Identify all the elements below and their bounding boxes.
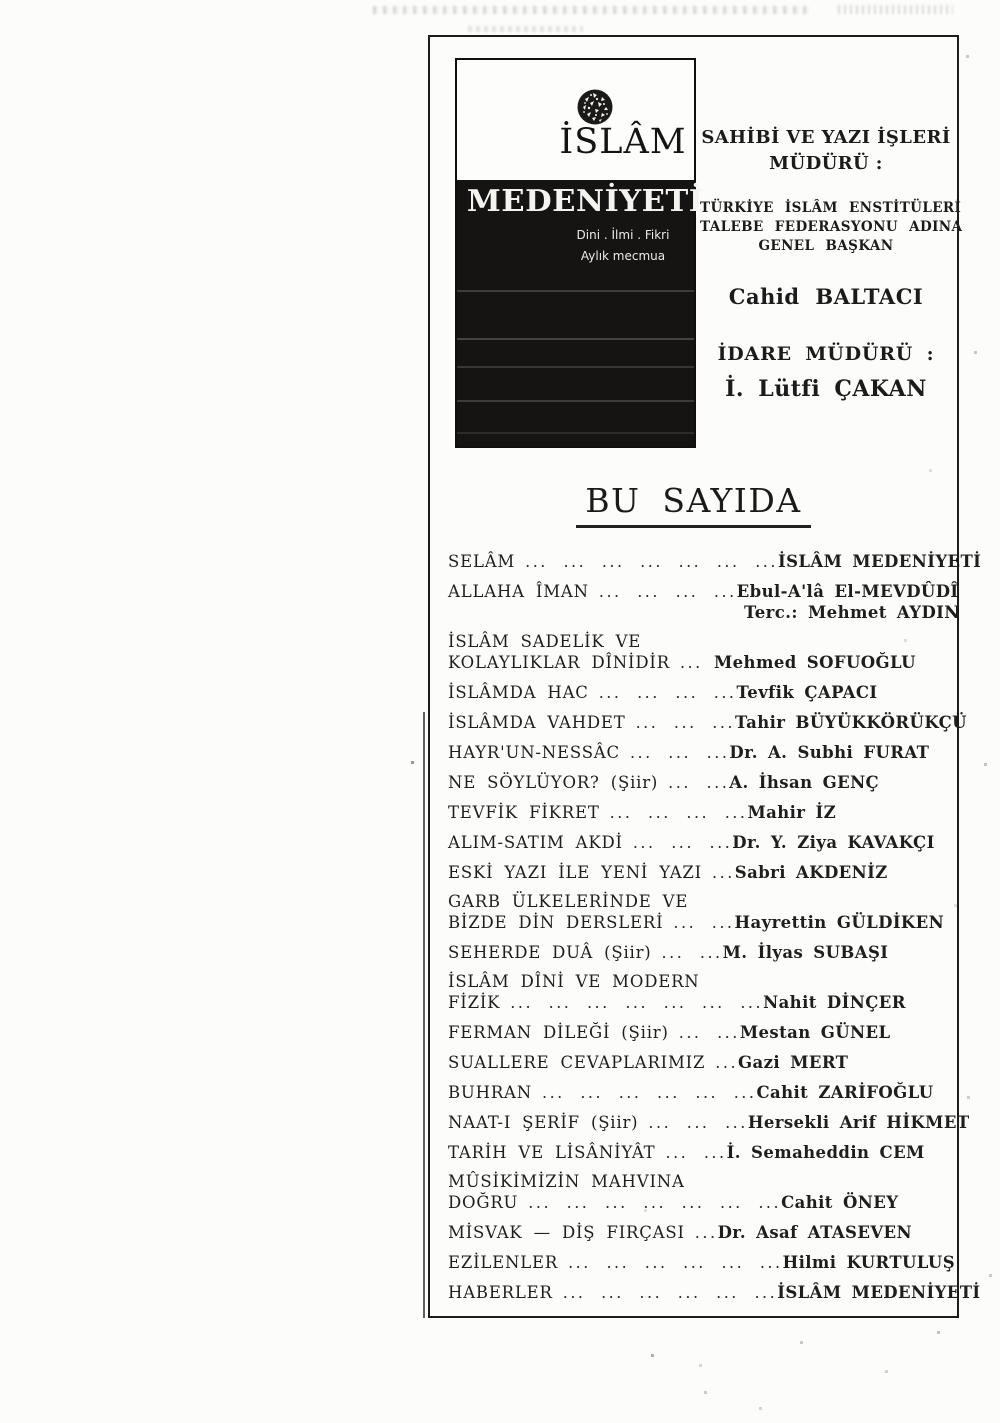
owner-name: Cahid BALTACI — [728, 284, 924, 309]
toc-author: Dr. Asaf ATASEVEN — [717, 1223, 912, 1242]
toc-row-main — [448, 1192, 942, 1213]
toc-title-line: İSLÂM DÎNİ VE MODERN — [448, 972, 700, 991]
toc-leader-dots: ... ... ... ... ... ... — [562, 1283, 778, 1302]
toc-row — [448, 581, 960, 623]
toc-row-main — [448, 1112, 970, 1133]
toc-row — [448, 551, 982, 572]
toc-leader-dots: ... — [679, 653, 703, 672]
toc-author: Dr. Y. Ziya KAVAKÇI — [732, 833, 935, 852]
toc-title: MİSVAK — DİŞ FIRÇASI — [448, 1223, 685, 1242]
toc-row-main — [448, 1252, 956, 1273]
toc-author: Cahit ÖNEY — [781, 1193, 899, 1212]
toc-leader-dots: ... ... ... ... — [598, 582, 737, 601]
toc-row-main — [448, 1052, 942, 1073]
toc-leader-dots: ... ... ... ... — [609, 803, 748, 822]
toc-title: HABERLER — [448, 1283, 553, 1302]
toc-row-main — [448, 862, 942, 883]
toc-title: DOĞRU — [448, 1193, 519, 1212]
toc-leader-dots: ... ... — [668, 773, 730, 792]
bleedthrough-smudge — [373, 6, 813, 14]
toc-title-cell — [448, 1112, 748, 1133]
toc-title-cell — [448, 551, 778, 572]
toc-row — [448, 1112, 970, 1133]
toc-row — [448, 1222, 942, 1243]
toc-row — [448, 712, 967, 733]
toc-heading-wrap — [430, 481, 957, 528]
toc-title-cell — [448, 1252, 783, 1273]
toc-row — [448, 1022, 942, 1043]
toc-row-main — [448, 712, 967, 733]
toc-author: Hilmi KURTULUŞ — [782, 1253, 956, 1272]
cover-title-line2: MEDENİYETİ — [466, 184, 704, 219]
manager-label: İDARE MÜDÜRÜ : — [717, 343, 935, 365]
toc-title: BUHRAN — [448, 1083, 532, 1102]
toc-leader-dots: ... ... ... ... ... ... — [542, 1083, 757, 1102]
toc-title-line: İSLÂM SADELİK VE — [448, 632, 642, 651]
bleedthrough-smudge — [468, 26, 583, 32]
toc-author: Mestan GÜNEL — [739, 1023, 891, 1042]
toc-leader-dots: ... — [694, 1223, 718, 1242]
toc-author: Mehmed SOFUOĞLU — [714, 653, 916, 672]
scan-streak — [457, 432, 694, 434]
toc-author: Cahit ZARİFOĞLU — [756, 1083, 934, 1102]
toc-leader-dots: ... ... ... ... ... ... ... — [525, 552, 778, 571]
toc-leader-dots: ... ... ... — [635, 713, 736, 732]
toc-row-main — [448, 1022, 942, 1043]
toc-row-main — [448, 942, 942, 963]
scan-line-artifact — [423, 712, 425, 1318]
toc-title-cell — [448, 862, 735, 883]
scan-streak — [457, 400, 694, 402]
toc-row — [448, 802, 942, 823]
toc-row-main — [448, 652, 942, 673]
toc-row-main — [448, 802, 942, 823]
toc-author: M. İlyas SUBAŞI — [722, 943, 889, 962]
scan-streak — [457, 338, 694, 340]
toc-title-cell — [448, 1222, 718, 1243]
toc-title-cell — [448, 802, 747, 823]
bleedthrough-smudge — [838, 5, 953, 14]
toc-title-cell — [448, 1142, 727, 1163]
toc-title: ALLAHA ÎMAN — [448, 582, 589, 601]
toc-leader-dots: ... ... ... — [632, 833, 733, 852]
toc-author: A. İhsan GENÇ — [729, 773, 880, 792]
toc-author: Tevfik ÇAPACI — [736, 683, 878, 702]
toc-author: İSLÂM MEDENİYETİ — [777, 1283, 981, 1302]
toc-row — [448, 862, 942, 883]
toc-row — [448, 772, 942, 793]
toc-leader-dots: ... ... ... ... ... ... ... — [528, 1193, 782, 1212]
toc-row-main — [448, 1082, 942, 1103]
toc-author: Dr. A. Subhi FURAT — [729, 743, 930, 762]
toc-title: SELÂM — [448, 552, 516, 571]
toc-row — [448, 972, 942, 1013]
toc-leader-dots: ... ... — [678, 1023, 740, 1042]
toc-author: Tahir BÜYÜKKÖRÜKÇÜ — [735, 713, 967, 732]
toc-title-cell — [448, 1192, 781, 1213]
toc-title-cell — [448, 832, 732, 853]
toc-row-main — [448, 581, 959, 602]
toc-leader-dots: ... — [712, 863, 735, 882]
toc-author: İ. Semaheddin CEM — [726, 1143, 925, 1162]
toc-title: SUALLERE CEVAPLARIMIZ — [448, 1053, 706, 1072]
toc-title-cell — [448, 712, 735, 733]
toc-row-main — [448, 551, 982, 572]
toc-title-cell — [448, 1082, 756, 1103]
toc-heading: BU SAYIDA — [576, 481, 810, 528]
toc-row — [448, 632, 942, 673]
toc-row-main — [448, 992, 942, 1013]
toc-row-main — [448, 772, 942, 793]
toc-title: EZİLENLER — [448, 1253, 559, 1272]
toc-author: İSLÂM MEDENİYETİ — [777, 552, 982, 571]
toc-title: TARİH VE LİSÂNİYÂT — [448, 1143, 656, 1162]
toc-author: Gazi MERT — [738, 1053, 849, 1072]
toc-title: NE SÖYLÜYOR? (Şiir) — [448, 773, 659, 792]
toc-title: ESKİ YAZI İLE YENİ YAZI — [448, 863, 703, 882]
toc-row — [448, 1142, 942, 1163]
toc-row — [448, 942, 942, 963]
toc-title-cell — [448, 652, 714, 673]
toc-title: BİZDE DİN DERSLERİ — [448, 913, 664, 932]
toc-author-secondary: Terc.: Mehmet AYDIN — [744, 603, 960, 622]
manager-name: İ. Lütfi ÇAKAN — [725, 376, 927, 402]
toc-title-cell — [448, 742, 729, 763]
toc-row — [448, 892, 945, 933]
toc-row-main — [448, 1222, 942, 1243]
scan-streak — [457, 290, 694, 292]
toc-row-main — [448, 742, 942, 763]
toc-leader-dots: ... ... ... ... ... ... ... — [510, 993, 764, 1012]
stippled-ball-emblem-icon — [575, 87, 615, 127]
owner-label-line2: MÜDÜRÜ : — [769, 153, 883, 174]
toc-row-main — [448, 832, 942, 853]
scan-specks — [0, 0, 1, 1]
toc-title-cell — [448, 682, 737, 703]
scan-streak — [457, 366, 694, 368]
toc-title: KOLAYLIKLAR DÎNİDİR — [448, 653, 670, 672]
toc-leader-dots: ... ... — [665, 1143, 727, 1162]
federation-line2: TALEBE FEDERASYONU ADINA — [700, 219, 963, 235]
toc-title: FİZİK — [448, 993, 501, 1012]
toc-title: HAYR'UN-NESSÂC — [448, 743, 620, 762]
toc-author: Nahit DİNÇER — [763, 993, 906, 1012]
toc-title: İSLÂMDA HAC — [448, 683, 589, 702]
toc-leader-dots: ... ... — [661, 943, 723, 962]
magazine-cover-thumbnail — [455, 58, 704, 448]
toc-title-cell — [448, 1052, 738, 1073]
toc-title-cell — [448, 992, 763, 1013]
toc-row — [448, 742, 942, 763]
cover-subtitle: Aylık mecmua — [580, 249, 666, 263]
toc-title-line: MÛSİKİMİZİN MAHVINA — [448, 1172, 685, 1191]
toc-row-main — [448, 1282, 981, 1303]
toc-row — [448, 682, 942, 703]
toc-leader-dots: ... ... — [673, 913, 735, 932]
toc-title-cell — [448, 772, 729, 793]
page-frame — [428, 35, 982, 1318]
toc-title-cell — [448, 1022, 740, 1043]
toc-author: Ebul-A'lâ El-MEVDÛDÎ — [736, 582, 959, 601]
toc-row — [448, 832, 942, 853]
cover-subtitle: Dini . İlmi . Fikri — [576, 228, 670, 242]
toc-row-main — [448, 682, 942, 703]
toc-list — [448, 551, 982, 1312]
toc-author: Sabri AKDENİZ — [734, 863, 888, 882]
masthead — [700, 125, 963, 402]
toc-leader-dots: ... — [715, 1053, 739, 1072]
toc-title: NAAT-I ŞERİF (Şiir) — [448, 1113, 639, 1132]
toc-title-cell — [448, 942, 723, 963]
toc-author: Mahir İZ — [747, 803, 837, 822]
toc-title: FERMAN DİLEĞİ (Şiir) — [448, 1023, 669, 1042]
toc-row — [448, 1252, 956, 1273]
federation-line1: TÜRKİYE İSLÂM ENSTİTÜLERİ — [700, 200, 962, 216]
toc-title: ALIM-SATIM AKDİ — [448, 833, 623, 852]
owner-label-line1: SAHİBİ VE YAZI İŞLERİ — [701, 127, 951, 148]
toc-row — [448, 1082, 942, 1103]
toc-row — [448, 1282, 981, 1303]
toc-title: İSLÂMDA VAHDET — [448, 713, 626, 732]
toc-title-line: GARB ÜLKELERİNDE VE — [448, 892, 689, 911]
toc-title-cell — [448, 1282, 777, 1303]
toc-title-cell — [448, 581, 737, 602]
toc-title-cell — [448, 912, 735, 933]
toc-row — [448, 1052, 942, 1073]
cover-black-panel — [457, 180, 704, 446]
toc-row — [448, 1172, 942, 1213]
toc-author: Hayrettin GÜLDİKEN — [734, 913, 945, 932]
toc-row-main — [448, 912, 945, 933]
cover-title: İSLÂM — [559, 122, 687, 162]
toc-author: Hersekli Arif HİKMET — [747, 1113, 970, 1132]
toc-title: TEVFİK FİKRET — [448, 803, 600, 822]
toc-leader-dots: ... ... ... — [648, 1113, 748, 1132]
toc-title: SEHERDE DUÂ (Şiir) — [448, 943, 652, 962]
toc-leader-dots: ... ... ... — [629, 743, 730, 762]
toc-leader-dots: ... ... ... ... ... ... — [568, 1253, 783, 1272]
toc-row-main — [448, 1142, 942, 1163]
federation-line3: GENEL BAŞKAN — [758, 238, 894, 254]
toc-leader-dots: ... ... ... ... — [598, 683, 737, 702]
